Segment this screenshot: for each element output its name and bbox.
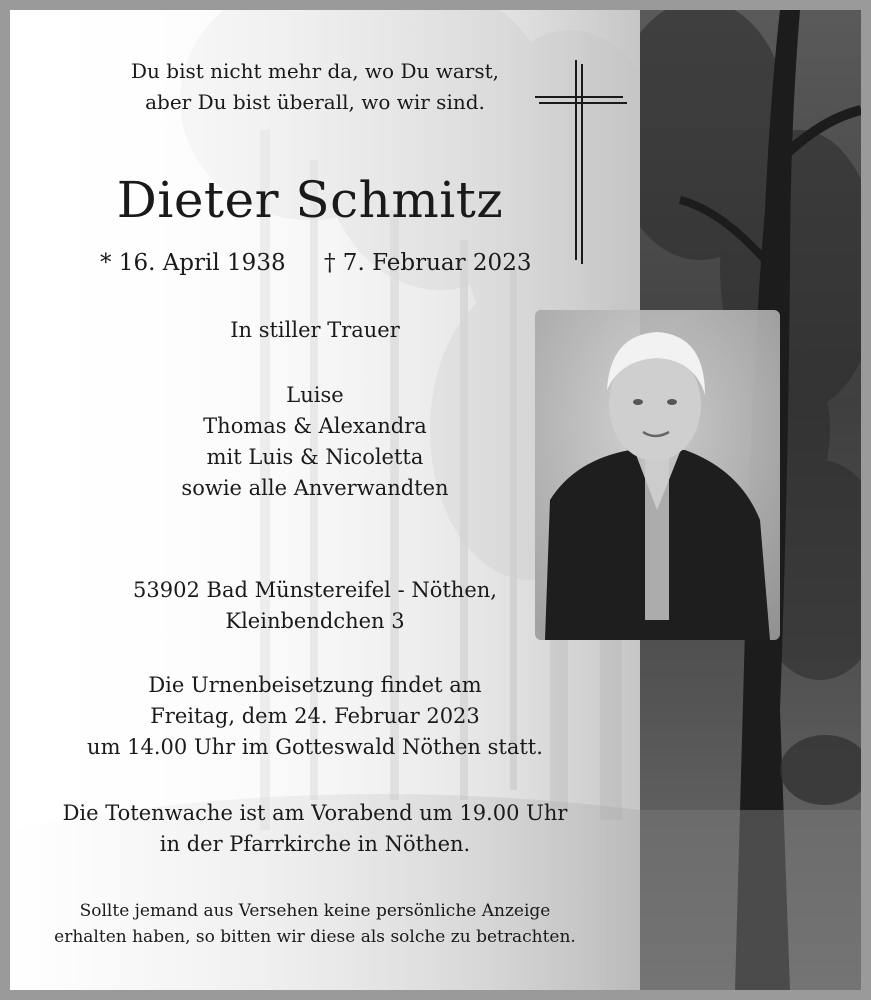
burial-line-2: Freitag, dem 24. Februar 2023 [150, 704, 480, 728]
address-line-2: Kleinbendchen 3 [225, 609, 405, 633]
deceased-name: Dieter Schmitz [116, 171, 504, 229]
note-line-2: erhalten haben, so bitten wir diese als solche zu betrachten. [54, 927, 576, 947]
address-line-1: 53902 Bad Münstereifel - Nöthen, [133, 578, 497, 602]
mourners-list [10, 380, 620, 504]
wake-info [10, 798, 620, 860]
death-date: † 7. Februar 2023 [324, 250, 532, 276]
obituary-card [10, 10, 861, 990]
burial-line-3: um 14.00 Uhr im Gotteswald Nöthen statt. [87, 735, 543, 759]
quote-line-1: Du bist nicht mehr da, wo Du warst, [131, 59, 499, 83]
closing-note [10, 898, 620, 950]
burial-line-1: Die Urnenbeisetzung findet am [148, 673, 482, 697]
note-line-1: Sollte jemand aus Versehen keine persönliche Anzeige [79, 901, 551, 921]
family-address [10, 575, 620, 637]
mourning-intro-text: In stiller Trauer [230, 318, 400, 342]
memorial-quote [10, 56, 620, 118]
birth-date: * 16. April 1938 [100, 250, 286, 276]
mourner-line: sowie alle Anverwandten [181, 476, 449, 500]
quote-line-2: aber Du bist überall, wo wir sind. [145, 90, 485, 114]
mourner-line: Luise [286, 383, 344, 407]
burial-info [10, 670, 620, 763]
wake-line-1: Die Totenwache ist am Vorabend um 19.00 Uhr [62, 801, 568, 825]
wake-line-2: in der Pfarrkirche in Nöthen. [159, 832, 471, 856]
mourner-line: mit Luis & Nicoletta [206, 445, 424, 469]
mourning-intro [10, 315, 620, 346]
mourner-line: Thomas & Alexandra [203, 414, 427, 438]
